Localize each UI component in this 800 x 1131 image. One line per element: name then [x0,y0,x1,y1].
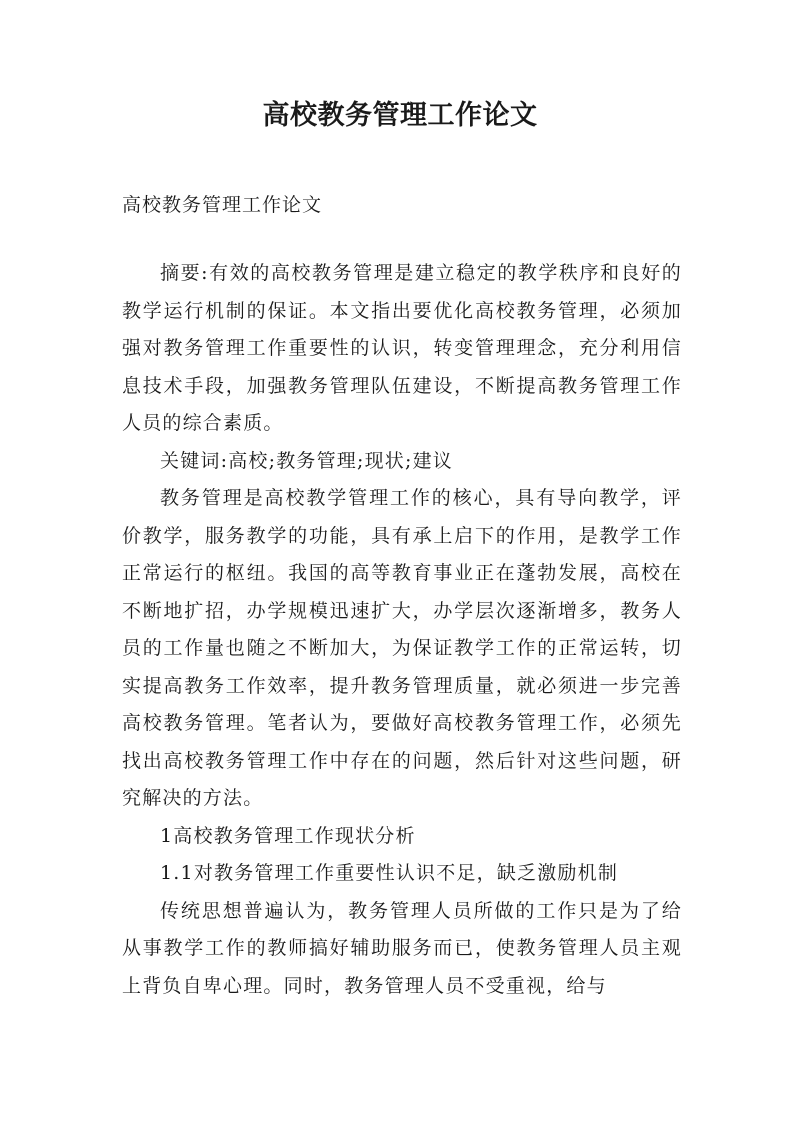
body-paragraph: 传统思想普遍认为，教务管理人员所做的工作只是为了给从事教学工作的教师搞好辅助服务而已，使教务管理人员主观上背负自卑心理。同时，教务管理人员不受重视，给与 [122,899,682,997]
keywords-paragraph: 关键词:高校;教务管理;现状;建议 [160,449,454,472]
document-body [122,255,682,1005]
intro-paragraph: 教务管理是高校教学管理工作的核心，具有导向教学，评价教学，服务教学的功能，具有承上启下的作用，是教学工作正常运行的枢纽。我国的高等教育事业正在蓬勃发展，高校在不断地扩招，办学规模迅速扩大，办学层次逐渐增多，教务人员的工作量也随之不断加大，为保证教学工作的正常运转，切实提高教务工作效率，提升教务管理质量，就必须进一步完善高校教务管理。笔者认为，要做好高校教务管理工作，必须先找出高校教务管理工作中存在的问题，然后针对这些问题，研究解决的方法。 [122,487,682,809]
subsection-heading: 1.1对教务管理工作重要性认识不足，缺乏激励机制 [160,862,619,884]
section-heading: 1高校教务管理工作现状分析 [160,824,416,847]
document-title: 高校教务管理工作论文 [262,100,538,131]
document-subtitle: 高校教务管理工作论文 [122,194,323,216]
abstract-paragraph: 摘要:有效的高校教务管理是建立稳定的教学秩序和良好的教学运行机制的保证。本文指出要优化高校教务管理，必须加强对教务管理工作重要性的认识，转变管理理念，充分利用信息技术手段，加强教务管理队伍建设，不断提高教务管理工作人员的综合素质。 [122,262,682,434]
